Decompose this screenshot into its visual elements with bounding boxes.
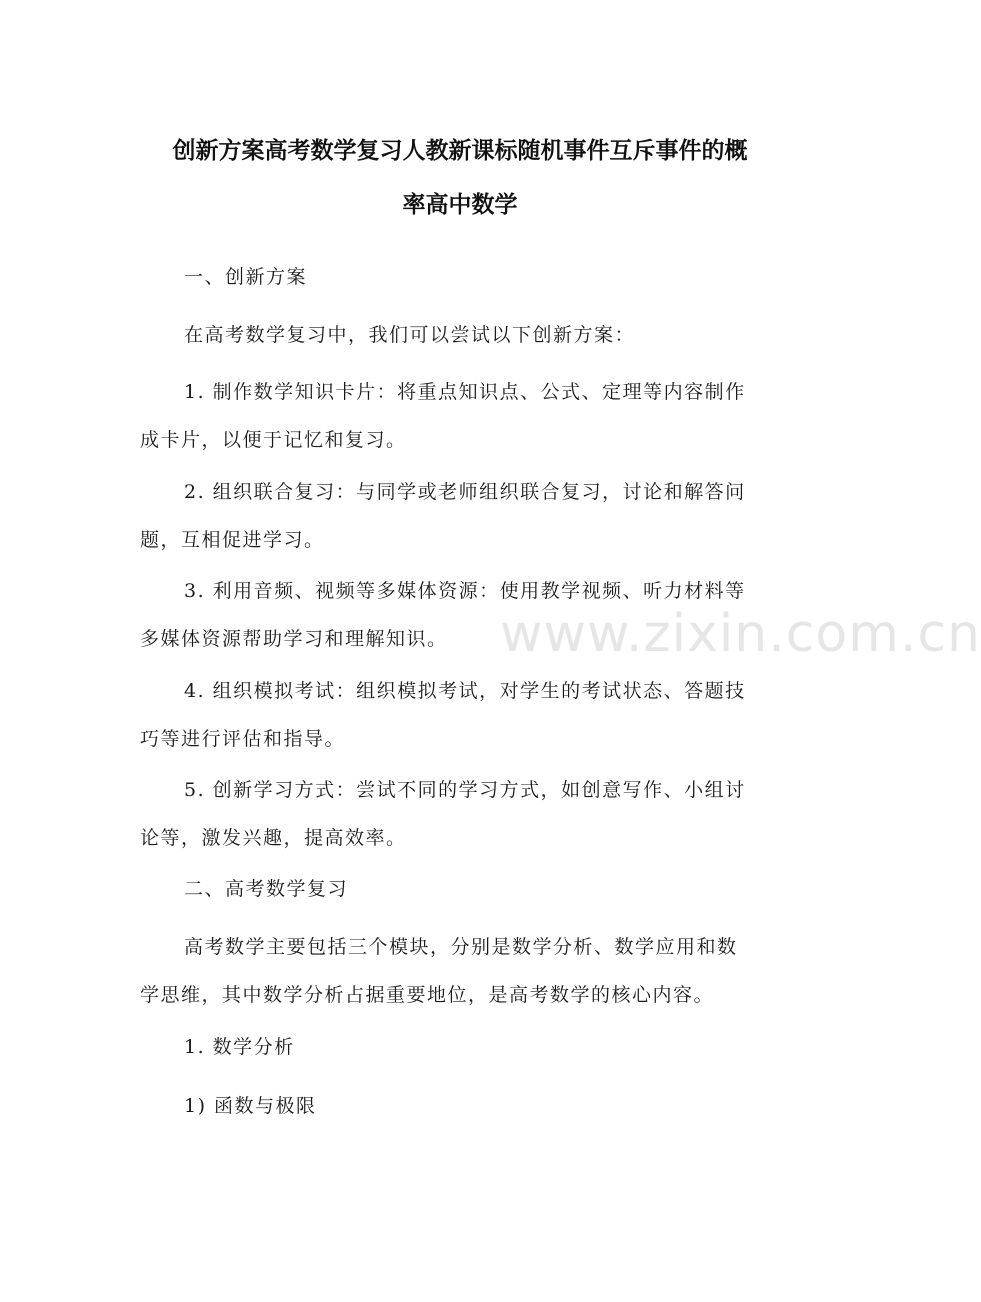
list-item-5 (140, 775, 780, 853)
paragraph-line: 论等，激发兴趣，提高效率。 (140, 827, 407, 849)
paragraph-intro (140, 320, 780, 350)
paragraph-line: 成卡片，以便于记忆和复习。 (140, 429, 407, 451)
watermark: www.zixin.com.cn (500, 604, 981, 664)
paragraph-line: 在高考数学复习中，我们可以尝试以下创新方案： (184, 324, 636, 346)
paragraph-line: 学思维，其中数学分析占据重要地位，是高考数学的核心内容。 (140, 984, 715, 1006)
document-title-line-2: 率高中数学 (402, 192, 518, 218)
paragraph-line: 3. 利用音频、视频等多媒体资源：使用教学视频、听力材料等 (184, 580, 746, 602)
section-heading-2 (140, 874, 780, 904)
sub-subsection-heading (140, 1091, 780, 1121)
paragraph-line: 巧等进行评估和指导。 (140, 728, 346, 750)
paragraph-line: 5. 创新学习方式：尝试不同的学习方式，如创意写作、小组讨 (184, 779, 746, 801)
paragraph-line: 高考数学主要包括三个模块，分别是数学分析、数学应用和数 (184, 936, 738, 958)
list-item-3 (140, 576, 780, 654)
subsection-heading (140, 1032, 780, 1062)
paragraph-line: 题，互相促进学习。 (140, 529, 325, 551)
paragraph-line: 一、创新方案 (184, 266, 308, 288)
paragraph-line: 2. 组织联合复习：与同学或老师组织联合复习，讨论和解答问 (184, 481, 746, 503)
paragraph-overview (140, 932, 780, 1010)
paragraph-line: 多媒体资源帮助学习和理解知识。 (140, 628, 448, 650)
list-item-1 (140, 377, 780, 455)
list-item-4 (140, 676, 780, 754)
paragraph-line: 4. 组织模拟考试：组织模拟考试，对学生的考试状态、答题技 (184, 680, 746, 702)
list-item-2 (140, 477, 780, 555)
section-heading-1 (140, 262, 780, 292)
paragraph-line: 1. 制作数学知识卡片：将重点知识点、公式、定理等内容制作 (184, 381, 746, 403)
paragraph-line: 1) 函数与极限 (184, 1095, 317, 1117)
paragraph-line: 二、高考数学复习 (184, 878, 349, 900)
document-title-line-1: 创新方案高考数学复习人教新课标随机事件互斥事件的概 (172, 138, 748, 164)
paragraph-line: 1. 数学分析 (184, 1036, 295, 1058)
